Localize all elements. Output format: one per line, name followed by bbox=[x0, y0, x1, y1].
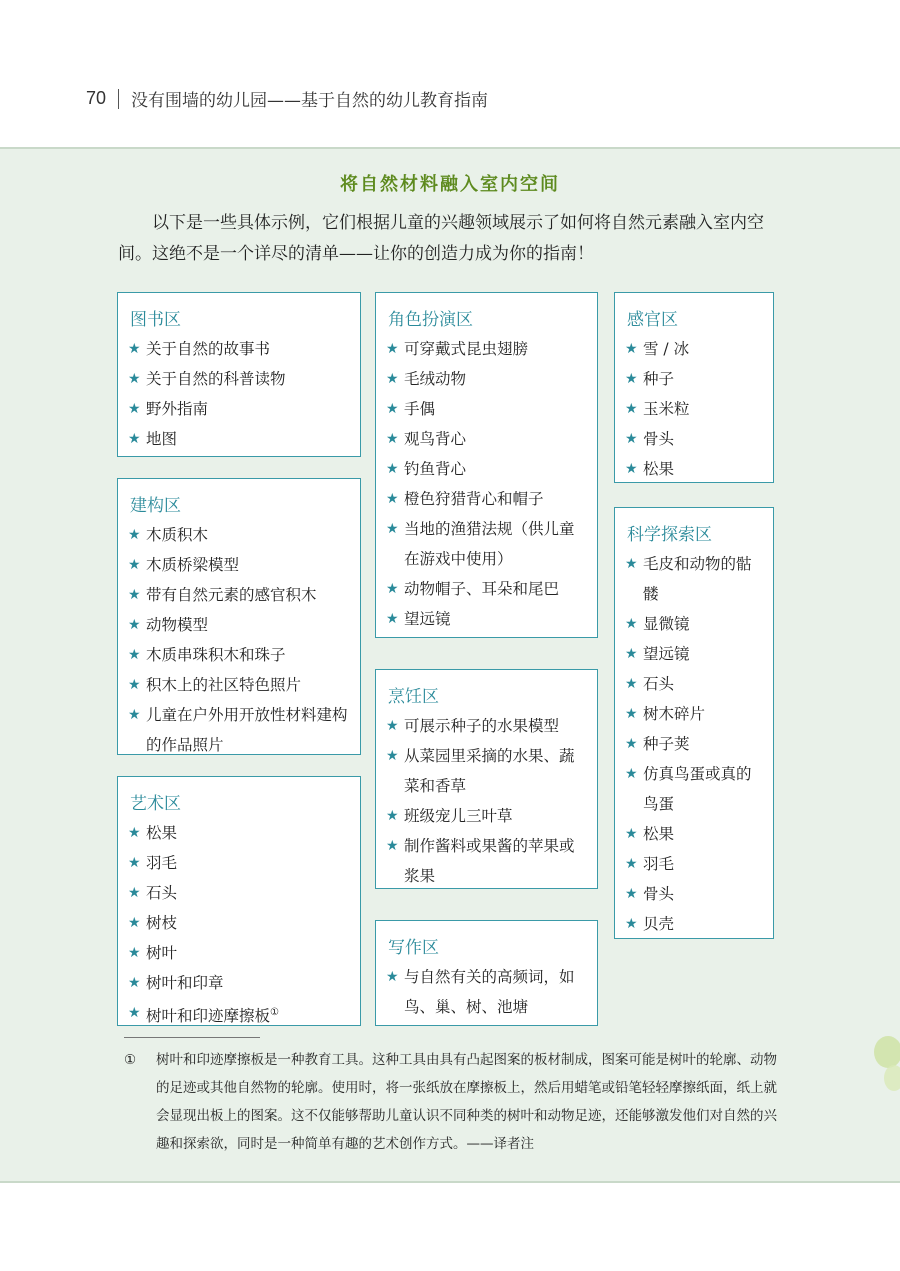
star-bullet-icon: ★ bbox=[128, 975, 141, 991]
list-item-text: 制作酱料或果酱的苹果或浆果 bbox=[404, 837, 575, 885]
list-item-text: 毛绒动物 bbox=[404, 370, 467, 388]
star-bullet-icon: ★ bbox=[128, 1005, 141, 1021]
list-item-text: 玉米粒 bbox=[643, 400, 690, 418]
list-item-text: 种子 bbox=[643, 370, 675, 388]
list-item bbox=[627, 424, 763, 454]
list-item bbox=[130, 968, 350, 998]
star-bullet-icon: ★ bbox=[625, 616, 638, 632]
header-divider bbox=[118, 89, 119, 109]
list-item-text: 显微镜 bbox=[643, 615, 690, 633]
list-item bbox=[130, 818, 350, 848]
list-item-text: 仿真鸟蛋或真的鸟蛋 bbox=[643, 765, 752, 813]
footnote-text: 树叶和印迹摩擦板是一种教育工具。这种工具由具有凸起图案的板材制成，图案可能是树叶的轮廓、动物的足迹或其他自然物的轮廓。使用时，将一张纸放在摩擦板上，然后用蜡笔或铅笔轻轻摩擦纸面，纸上就会显现出板上的图案。这不仅能够帮助儿童认识不同种类的树叶和动物足迹，还能够激发他们对自然的兴趣和探索欲，同时是一种简单有趣的艺术创作方式。——译者注 bbox=[156, 1052, 777, 1152]
star-bullet-icon: ★ bbox=[128, 647, 141, 663]
star-bullet-icon: ★ bbox=[625, 431, 638, 447]
list-item bbox=[130, 520, 350, 550]
star-bullet-icon: ★ bbox=[386, 371, 399, 387]
section-intro: 以下是一些具体示例，它们根据儿童的兴趣领域展示了如何将自然元素融入室内空间。这绝不是一个详尽的清单——让你的创造力成为你的指南！ bbox=[118, 213, 764, 264]
list-item-text: 羽毛 bbox=[146, 854, 178, 872]
item-list bbox=[130, 334, 350, 454]
star-bullet-icon: ★ bbox=[386, 431, 399, 447]
star-bullet-icon: ★ bbox=[386, 401, 399, 417]
page-number: 70 bbox=[86, 88, 107, 108]
book-title: 没有围墙的幼儿园——基于自然的幼儿教育指南 bbox=[131, 91, 489, 111]
box-title: 角色扮演区 bbox=[388, 310, 473, 330]
list-item bbox=[130, 394, 350, 424]
item-list bbox=[627, 549, 763, 939]
star-bullet-icon: ★ bbox=[386, 581, 399, 597]
list-item-text: 手偶 bbox=[404, 400, 436, 418]
writing-area-box bbox=[375, 920, 598, 1026]
list-item-text: 石头 bbox=[146, 884, 178, 902]
list-item-text: 望远镜 bbox=[404, 610, 451, 628]
list-item-text: 当地的渔猎法规（供儿童在游戏中使用） bbox=[404, 520, 575, 568]
list-item bbox=[130, 610, 350, 640]
list-item-text: 树枝 bbox=[146, 914, 178, 932]
item-list bbox=[388, 334, 587, 634]
star-bullet-icon: ★ bbox=[625, 706, 638, 722]
list-item-text: 积木上的社区特色照片 bbox=[146, 676, 302, 694]
list-item bbox=[627, 549, 763, 609]
list-item bbox=[388, 454, 587, 484]
star-bullet-icon: ★ bbox=[128, 855, 141, 871]
star-bullet-icon: ★ bbox=[386, 521, 399, 537]
list-item-text: 橙色狩猎背心和帽子 bbox=[404, 490, 544, 508]
list-item-text: 石头 bbox=[643, 675, 675, 693]
list-item bbox=[388, 394, 587, 424]
list-item-text: 雪 / 冰 bbox=[643, 340, 690, 358]
item-list bbox=[627, 334, 763, 484]
list-item-text: 种子荚 bbox=[643, 735, 690, 753]
sensory-area-box bbox=[614, 292, 774, 483]
list-item-text: 树叶和印章 bbox=[146, 974, 224, 992]
list-item bbox=[627, 729, 763, 759]
star-bullet-icon: ★ bbox=[625, 736, 638, 752]
list-item-text: 松果 bbox=[146, 824, 178, 842]
star-bullet-icon: ★ bbox=[386, 748, 399, 764]
panel-top-rule bbox=[0, 147, 900, 149]
list-item bbox=[388, 484, 587, 514]
star-bullet-icon: ★ bbox=[625, 886, 638, 902]
list-item-text: 可穿戴式昆虫翅膀 bbox=[404, 340, 529, 358]
list-item bbox=[627, 609, 763, 639]
star-bullet-icon: ★ bbox=[625, 556, 638, 572]
list-item bbox=[627, 819, 763, 849]
list-item bbox=[627, 454, 763, 484]
list-item bbox=[627, 909, 763, 939]
list-item-text: 松果 bbox=[643, 460, 675, 478]
item-list bbox=[130, 818, 350, 1031]
list-item bbox=[627, 394, 763, 424]
list-item-text: 骨头 bbox=[643, 430, 675, 448]
list-item bbox=[627, 879, 763, 909]
list-item bbox=[388, 962, 587, 1022]
panel-bottom-rule bbox=[0, 1181, 900, 1183]
list-item-text: 与自然有关的高频词，如鸟、巢、树、池塘 bbox=[404, 968, 575, 1016]
item-list bbox=[388, 711, 587, 891]
list-item bbox=[627, 699, 763, 729]
list-item bbox=[130, 938, 350, 968]
star-bullet-icon: ★ bbox=[386, 718, 399, 734]
list-item bbox=[130, 908, 350, 938]
star-bullet-icon: ★ bbox=[128, 617, 141, 633]
list-item-text: 观鸟背心 bbox=[404, 430, 467, 448]
star-bullet-icon: ★ bbox=[128, 341, 141, 357]
list-item bbox=[388, 801, 587, 831]
list-item bbox=[130, 848, 350, 878]
library-area-box bbox=[117, 292, 361, 457]
list-item bbox=[130, 334, 350, 364]
list-item bbox=[388, 831, 587, 891]
star-bullet-icon: ★ bbox=[625, 856, 638, 872]
star-bullet-icon: ★ bbox=[386, 611, 399, 627]
list-item bbox=[627, 639, 763, 669]
list-item-text: 望远镜 bbox=[643, 645, 690, 663]
list-item bbox=[388, 424, 587, 454]
list-item-text: 毛皮和动物的骷髅 bbox=[643, 555, 752, 603]
list-item bbox=[388, 574, 587, 604]
list-item bbox=[388, 334, 587, 364]
box-title: 建构区 bbox=[130, 496, 181, 516]
box-title: 科学探索区 bbox=[627, 525, 712, 545]
star-bullet-icon: ★ bbox=[128, 825, 141, 841]
star-bullet-icon: ★ bbox=[128, 885, 141, 901]
list-item-text: 关于自然的故事书 bbox=[146, 340, 271, 358]
list-item-text: 野外指南 bbox=[146, 400, 209, 418]
cooking-area-box bbox=[375, 669, 598, 889]
list-item bbox=[388, 514, 587, 574]
star-bullet-icon: ★ bbox=[128, 677, 141, 693]
star-bullet-icon: ★ bbox=[625, 766, 638, 782]
star-bullet-icon: ★ bbox=[386, 491, 399, 507]
list-item bbox=[130, 878, 350, 908]
star-bullet-icon: ★ bbox=[128, 371, 141, 387]
list-item-text: 树叶和印迹摩擦板 bbox=[146, 1007, 271, 1026]
star-bullet-icon: ★ bbox=[128, 587, 141, 603]
star-bullet-icon: ★ bbox=[386, 808, 399, 824]
list-item bbox=[130, 364, 350, 394]
star-bullet-icon: ★ bbox=[386, 969, 399, 985]
list-item bbox=[627, 669, 763, 699]
construction-area-box bbox=[117, 478, 361, 755]
roleplay-area-box bbox=[375, 292, 598, 638]
list-item bbox=[130, 640, 350, 670]
star-bullet-icon: ★ bbox=[625, 401, 638, 417]
star-bullet-icon: ★ bbox=[386, 341, 399, 357]
list-item bbox=[388, 741, 587, 801]
list-item bbox=[627, 334, 763, 364]
list-item bbox=[627, 759, 763, 819]
list-item-text: 动物模型 bbox=[146, 616, 209, 634]
footnote-reference[interactable]: ① bbox=[270, 1007, 279, 1018]
list-item-text: 骨头 bbox=[643, 885, 675, 903]
star-bullet-icon: ★ bbox=[386, 461, 399, 477]
box-title: 感官区 bbox=[627, 310, 678, 330]
section-title: 将自然材料融入室内空间 bbox=[340, 174, 560, 195]
running-header bbox=[86, 86, 488, 111]
box-title: 艺术区 bbox=[130, 794, 181, 814]
star-bullet-icon: ★ bbox=[625, 341, 638, 357]
list-item-text: 动物帽子、耳朵和尾巴 bbox=[404, 580, 560, 598]
list-item-text: 儿童在户外用开放性材料建构的作品照片 bbox=[146, 706, 348, 754]
list-item-text: 带有自然元素的感官积木 bbox=[146, 586, 317, 604]
star-bullet-icon: ★ bbox=[625, 371, 638, 387]
list-item bbox=[130, 998, 350, 1031]
list-item-text: 羽毛 bbox=[643, 855, 675, 873]
list-item bbox=[388, 604, 587, 634]
star-bullet-icon: ★ bbox=[625, 676, 638, 692]
star-bullet-icon: ★ bbox=[128, 915, 141, 931]
list-item bbox=[627, 364, 763, 394]
list-item bbox=[388, 711, 587, 741]
star-bullet-icon: ★ bbox=[128, 557, 141, 573]
star-bullet-icon: ★ bbox=[386, 838, 399, 854]
list-item-text: 木质积木 bbox=[146, 526, 209, 544]
list-item-text: 木质串珠积木和珠子 bbox=[146, 646, 286, 664]
list-item bbox=[130, 580, 350, 610]
list-item-text: 树木碎片 bbox=[643, 705, 706, 723]
list-item bbox=[388, 364, 587, 394]
star-bullet-icon: ★ bbox=[625, 461, 638, 477]
list-item-text: 关于自然的科普读物 bbox=[146, 370, 286, 388]
list-item bbox=[130, 670, 350, 700]
box-title: 写作区 bbox=[388, 938, 439, 958]
list-item bbox=[130, 550, 350, 580]
footnote-rule bbox=[124, 1037, 260, 1038]
art-area-box bbox=[117, 776, 361, 1026]
star-bullet-icon: ★ bbox=[128, 431, 141, 447]
list-item-text: 地图 bbox=[146, 430, 178, 448]
item-list bbox=[130, 520, 350, 760]
list-item bbox=[627, 849, 763, 879]
star-bullet-icon: ★ bbox=[128, 527, 141, 543]
star-bullet-icon: ★ bbox=[625, 916, 638, 932]
list-item-text: 树叶 bbox=[146, 944, 178, 962]
list-item-text: 贝壳 bbox=[643, 915, 675, 933]
star-bullet-icon: ★ bbox=[128, 401, 141, 417]
footnote-mark: ① bbox=[124, 1052, 137, 1068]
box-title: 图书区 bbox=[130, 310, 181, 330]
star-bullet-icon: ★ bbox=[128, 707, 141, 723]
leaf-decoration-icon bbox=[858, 1032, 900, 1094]
list-item-text: 木质桥梁模型 bbox=[146, 556, 240, 574]
list-item-text: 松果 bbox=[643, 825, 675, 843]
list-item-text: 从菜园里采摘的水果、蔬菜和香草 bbox=[404, 747, 575, 795]
star-bullet-icon: ★ bbox=[128, 945, 141, 961]
list-item-text: 钓鱼背心 bbox=[404, 460, 467, 478]
star-bullet-icon: ★ bbox=[625, 826, 638, 842]
box-title: 烹饪区 bbox=[388, 687, 439, 707]
list-item-text: 班级宠儿三叶草 bbox=[404, 807, 513, 825]
list-item bbox=[130, 700, 350, 760]
science-area-box bbox=[614, 507, 774, 939]
footnote bbox=[124, 1046, 784, 1158]
list-item bbox=[130, 424, 350, 454]
item-list bbox=[388, 962, 587, 1022]
star-bullet-icon: ★ bbox=[625, 646, 638, 662]
list-item-text: 可展示种子的水果模型 bbox=[404, 717, 560, 735]
